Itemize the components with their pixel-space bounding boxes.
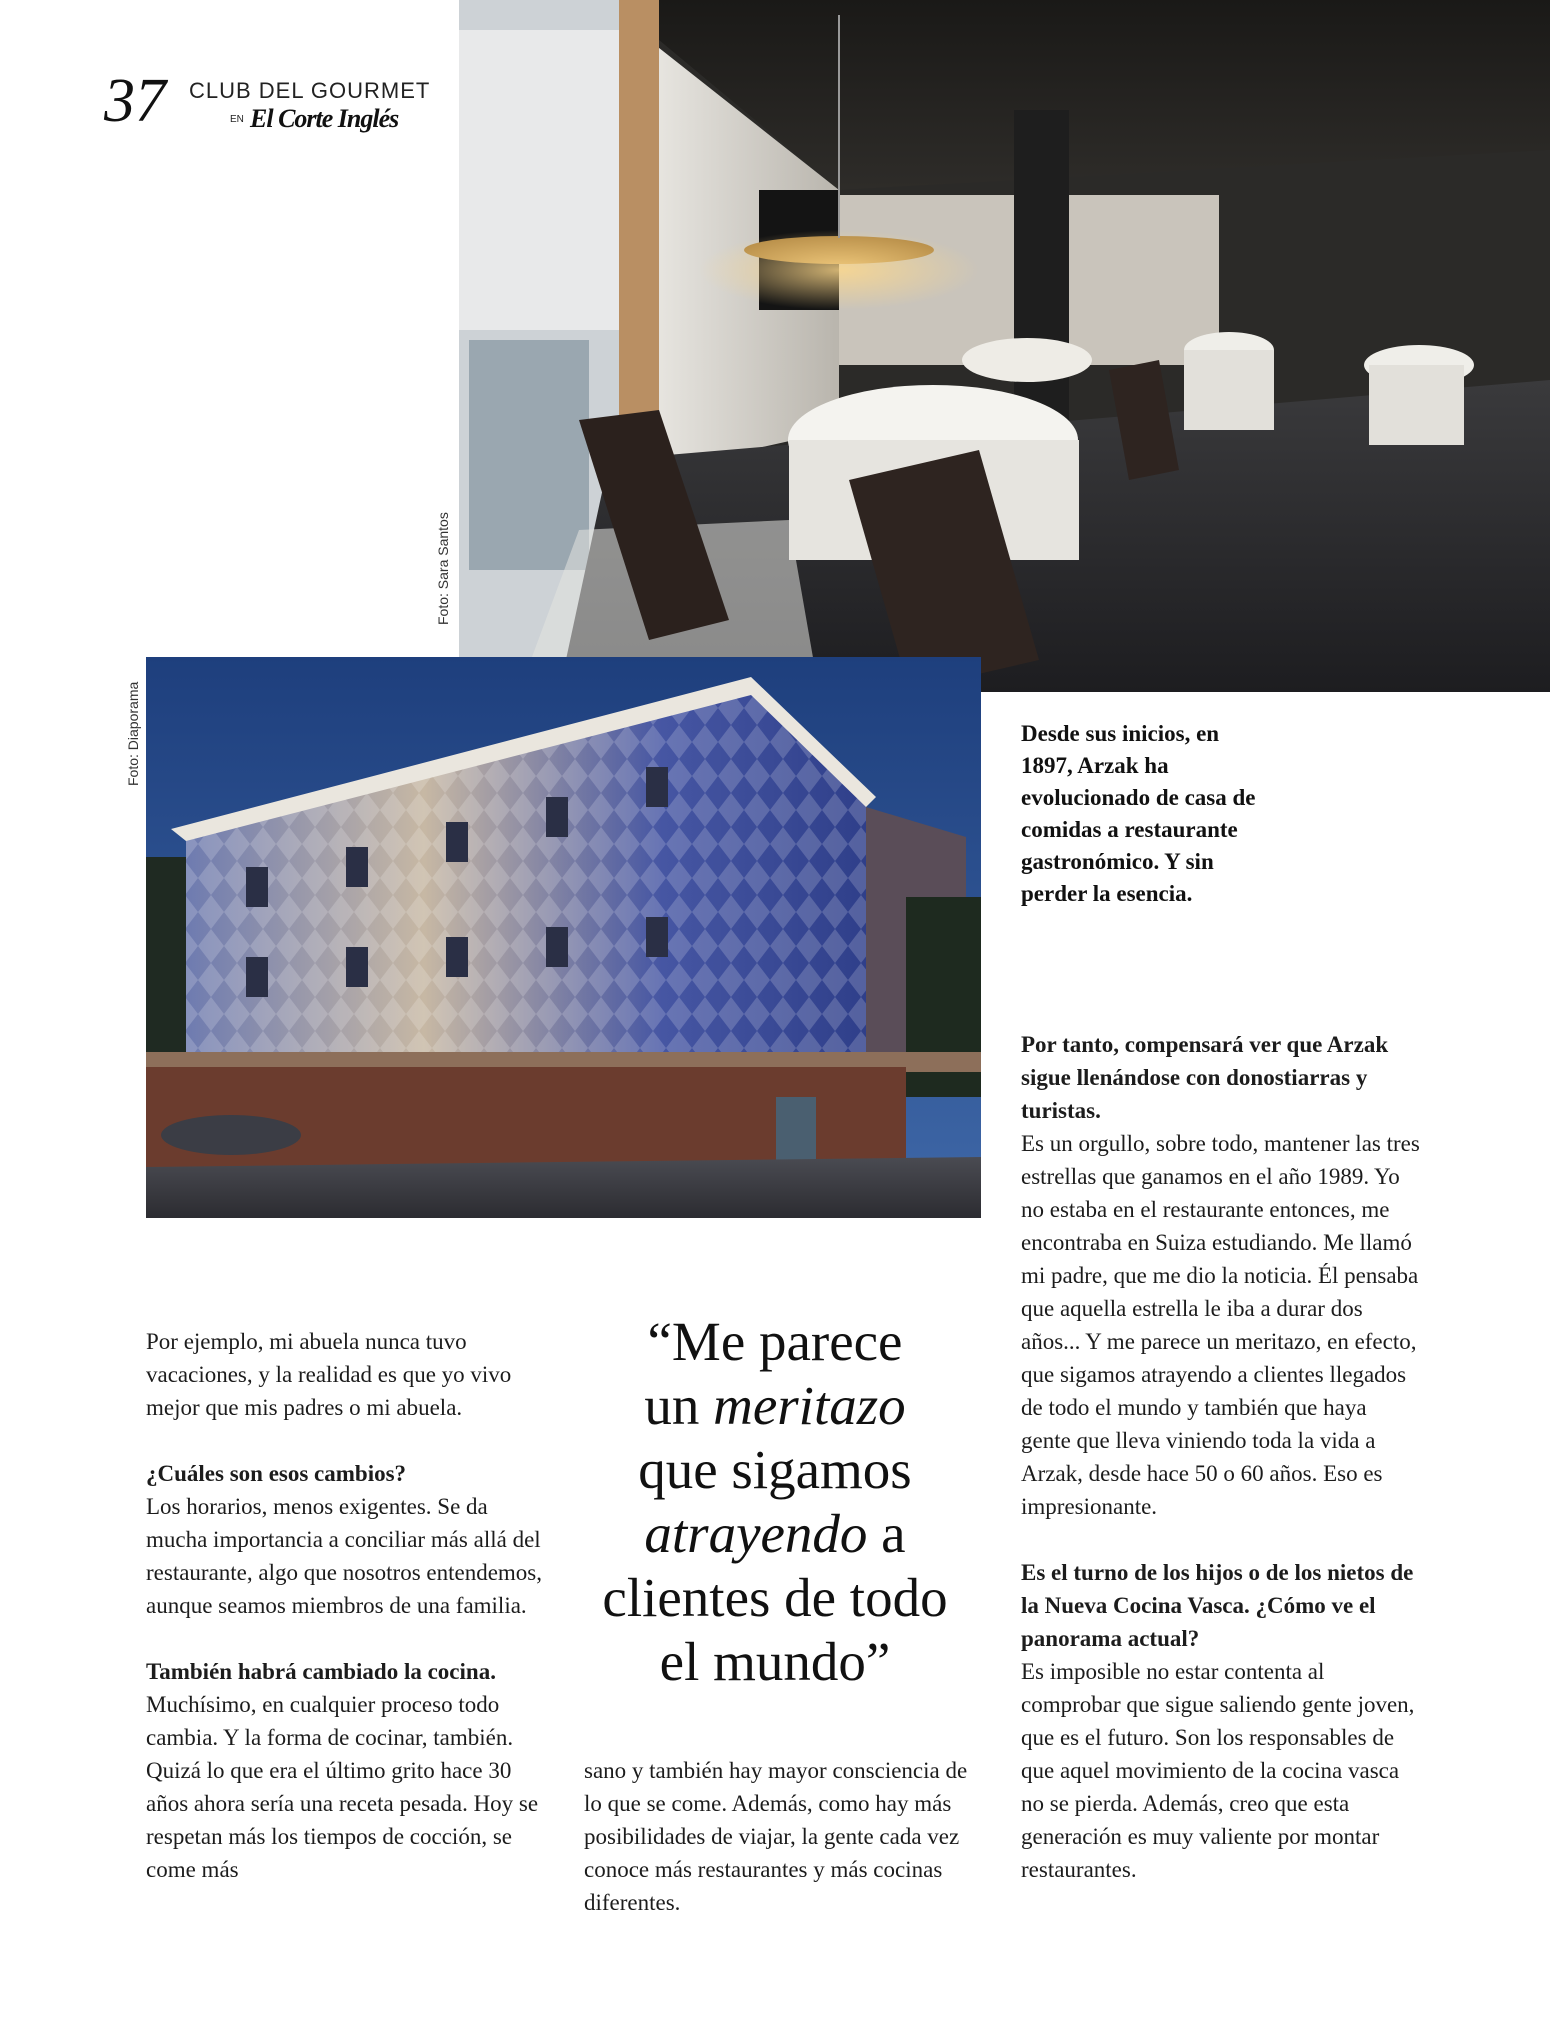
paragraph: sano y también hay mayor consciencia de lo que se come. Además, como hay más posibilidades de viajar, la gente cada vez conoce más restaurantes y más cocinas diferentes. — [584, 1758, 968, 1915]
qa-block — [1021, 1028, 1421, 1523]
article-column-middle — [584, 1754, 984, 1952]
pull-quote-fragment: a — [867, 1503, 906, 1564]
pull-quote-line: el mundo” — [659, 1631, 891, 1692]
article-column-right — [1021, 1028, 1421, 1919]
pull-quote — [560, 1310, 990, 1694]
article-column-left — [146, 1325, 546, 1919]
pull-quote-emphasis: atrayendo — [644, 1503, 868, 1564]
brand-title: CLUB DEL GOURMET — [189, 78, 431, 103]
pull-quote-fragment: un — [644, 1375, 714, 1436]
qa-block — [146, 1655, 546, 1886]
interview-answer: Los horarios, menos exigentes. Se da mucha importancia a conciliar más allá del restaurante, algo que nosotros entendemos, aunque seamos miembros de una familia. — [146, 1494, 542, 1618]
qa-block — [1021, 1556, 1421, 1886]
paragraph: Por ejemplo, mi abuela nunca tuvo vacaciones, y la realidad es que yo vivo mejor que mis padres o mi abuela. — [146, 1329, 512, 1420]
brand-sub: EN — [230, 114, 244, 125]
qa-block — [146, 1457, 546, 1622]
pull-quote-line — [560, 1502, 990, 1566]
interview-answer: Es imposible no estar contenta al comprobar que sigue saliendo gente joven, que es el futuro. Son los responsables de que aquel movimiento de la cocina vasca no se pierda. Además, creo que esta generación es muy valiente por montar restaurantes. — [1021, 1659, 1415, 1882]
photo-credit-interior: Foto: Sara Santos — [435, 512, 451, 625]
interview-question: Es el turno de los hijos o de los nietos de la Nueva Cocina Vasca. ¿Cómo ve el panorama actual? — [1021, 1560, 1414, 1651]
page-number: 37 — [104, 67, 166, 135]
brand-logo: El Corte Inglés — [250, 104, 399, 133]
photo-credit-exterior: Foto: Diaporama — [125, 681, 141, 786]
interview-answer: Es un orgullo, sobre todo, mantener las tres estrellas que ganamos en el año 1989. Yo no estaba en el restaurante entonces, me encontraba en Suiza estudiando. Me llamó mi padre, que me dio la noticia. Él pensaba que aquella estrella le iba a durar dos años... Y me parece un meritazo, en efecto, que sigamos atrayendo a clientes llegados de todo el mundo y también que haya gente que lleva viniendo toda la vida a Arzak, desde hace 50 o 60 años. Eso es impresionante. — [1021, 1131, 1420, 1519]
pull-quote-line: que sigamos — [638, 1439, 912, 1500]
pull-quote-line — [560, 1374, 990, 1438]
photo-caption: Desde sus inicios, en 1897, Arzak ha evolucionado de casa de comidas a restaurante gastronómico. Y sin perder la esencia. — [1021, 721, 1256, 906]
interview-answer: Muchísimo, en cualquier proceso todo cambia. Y la forma de cocinar, también. Quizá lo que era el último grito hace 30 años ahora sería una receta pesada. Hoy se respetan más los tiempos de cocción, se come más — [146, 1692, 539, 1882]
interview-question: ¿Cuáles son esos cambios? — [146, 1461, 407, 1486]
pull-quote-line: clientes de todo — [602, 1567, 948, 1628]
pull-quote-line: “Me parece — [647, 1311, 903, 1372]
interview-question: También habrá cambiado la cocina. — [146, 1659, 496, 1684]
restaurant-exterior-photo — [146, 657, 981, 1218]
restaurant-interior-photo — [459, 0, 1550, 692]
pull-quote-emphasis: meritazo — [713, 1375, 906, 1436]
interview-question: Por tanto, compensará ver que Arzak sigue llenándose con donostiarras y turistas. — [1021, 1032, 1389, 1123]
